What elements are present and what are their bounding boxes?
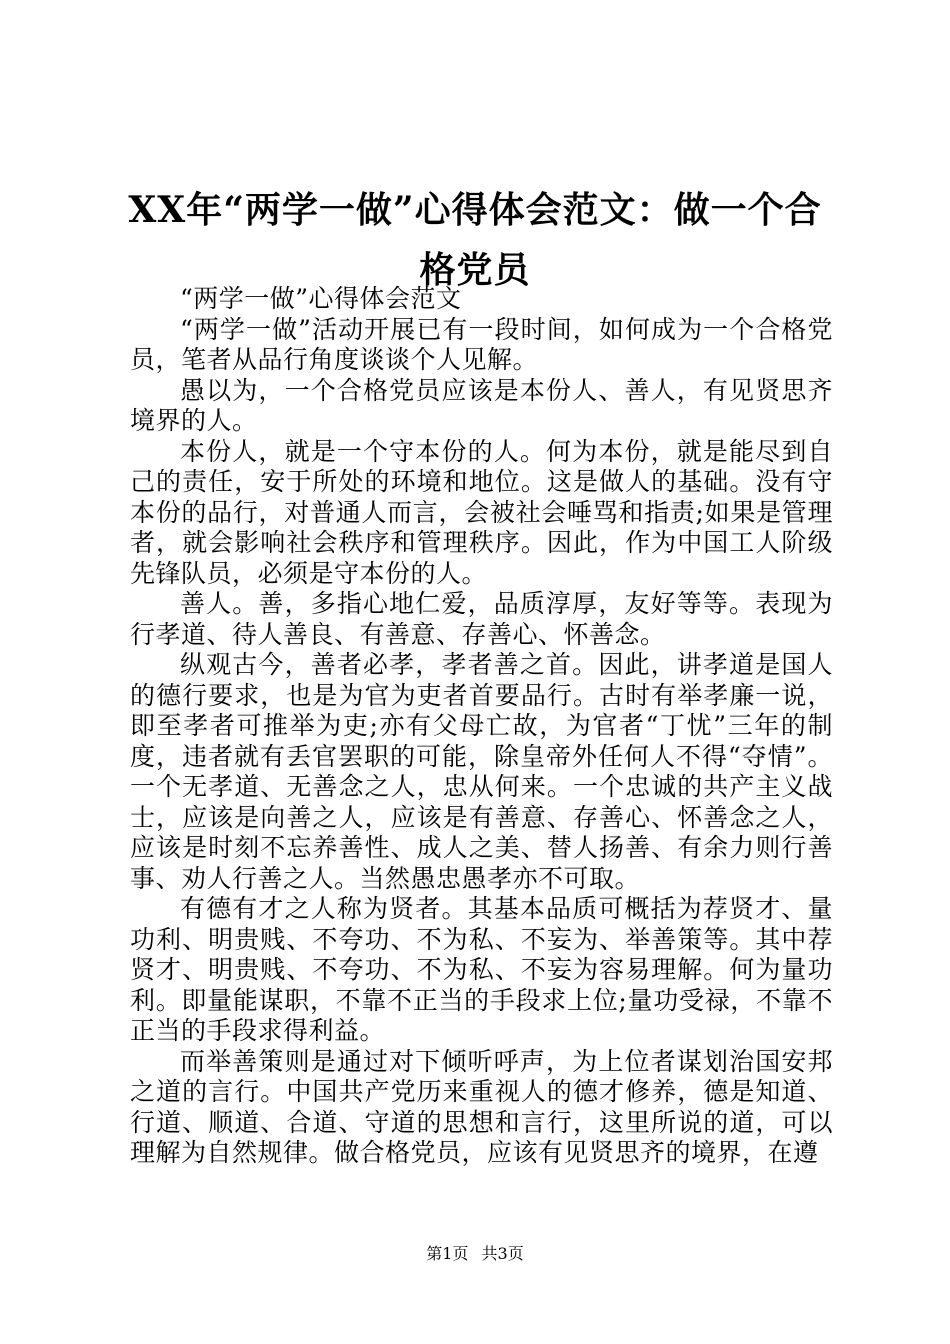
paragraph: 本份人，就是一个守本份的人。何为本份，就是能尽到自己的责任，安于所处的环境和地位。这是做人的基础。没有守本份的品行，对普通人而言，会被社会唾骂和指责;如果是管理者，就会影响社会秩序和管理秩序。因此，作为中国工人阶级先锋队员，必须是守本份的人。: [130, 436, 833, 588]
paragraph: 善人。善，多指心地仁爱，品质淳厚，友好等等。表现为行孝道、待人善良、有善意、存善心、怀善念。: [130, 589, 833, 649]
paragraph: 而举善策则是通过对下倾听呼声，为上位者谋划治国安邦之道的言行。中国共产党历来重视人的德才修养，德是知道、行道、顺道、合道、守道的思想和言行，这里所说的道，可以理解为自然规律。做合格党员，应该有见贤思齐的境界，在遵: [130, 1046, 833, 1167]
page-number-current: 第1页: [426, 1244, 469, 1263]
paragraph: 纵观古今，善者必孝，孝者善之首。因此，讲孝道是国人的德行要求，也是为官为吏者首要品行。古时有举孝廉一说，即至孝者可推举为吏;亦有父母亡故，为官者“丁忧”三年的制度，违者就有丢官罢职的可能，除皇帝外任何人不得“夺情”。一个无孝道、无善念之人，忠从何来。一个忠诚的共产主义战士，应该是向善之人，应该是有善意、存善心、怀善念之人，应该是时刻不忘养善性、成人之美、替人扬善、有余力则行善事、劝人行善之人。当然愚忠愚孝亦不可取。: [130, 650, 833, 893]
document-body: [130, 284, 833, 1169]
paragraph: 愚以为，一个合格党员应该是本份人、善人，有见贤思齐境界的人。: [130, 375, 833, 435]
paragraph: 有德有才之人称为贤者。其基本品质可概括为荐贤才、量功利、明贵贱、不夸功、不为私、不妄为、举善策等。其中荐贤才、明贵贱、不夸功、不为私、不妄为容易理解。何为量功利。即量能谋职，不靠不正当的手段求上位;量功受禄，不靠不正当的手段求得利益。: [130, 894, 833, 1045]
paragraph: “两学一做”心得体会范文: [180, 284, 462, 313]
page-footer: [0, 1244, 950, 1264]
paragraph: “两学一做”活动开展已有一段时间，如何成为一个合格党员，笔者从品行角度谈谈个人见解。: [130, 314, 833, 374]
page-number-total: 共3页: [481, 1244, 524, 1263]
document-title: XX年“两学一做”心得体会范文：做一个合格党员: [128, 189, 822, 291]
